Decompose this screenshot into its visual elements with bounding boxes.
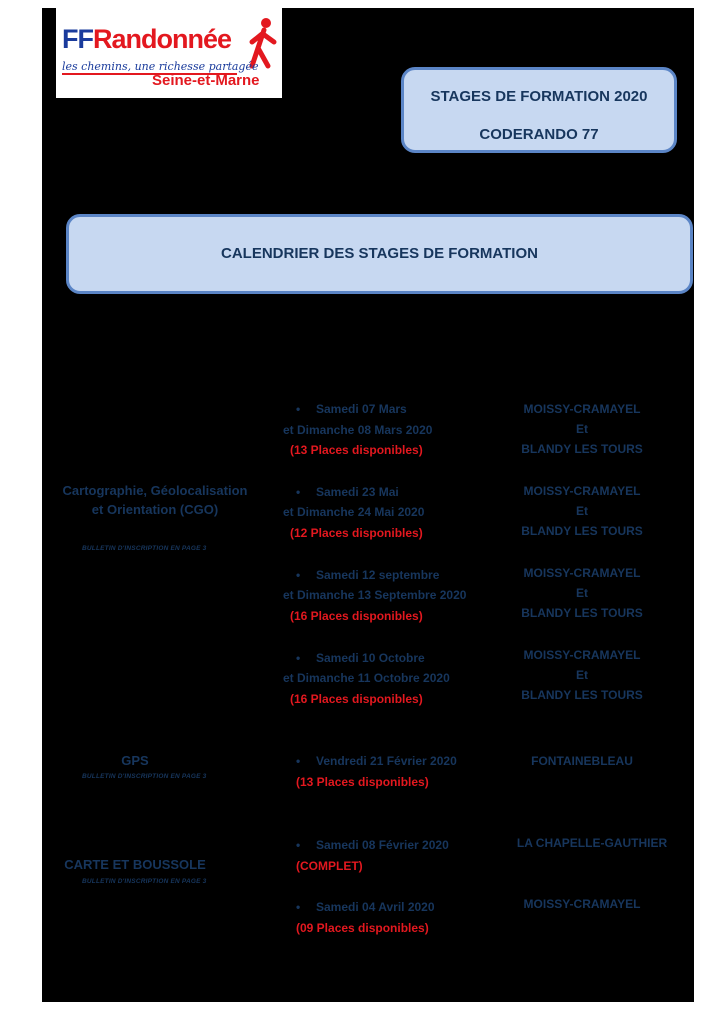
session-date-line2: et Dimanche 13 Septembre 2020 (283, 588, 467, 602)
calendar-title: CALENDRIER DES STAGES DE FORMATION (221, 245, 538, 262)
bulletin-note-cgo: BULLETIN D'INSCRIPTION EN PAGE 3 (82, 545, 207, 552)
logo-slogan: les chemins, une richesse partagée (62, 60, 259, 73)
bullet-icon: • (296, 900, 301, 914)
session-date-line1: Samedi 23 Mai (316, 485, 399, 499)
location-line3: BLANDY LES TOURS (521, 524, 643, 538)
session-date (296, 568, 439, 582)
session-location (502, 648, 662, 702)
header-box (401, 67, 677, 153)
header-subtitle: CODERANDO 77 (479, 126, 599, 143)
course-name-gps: GPS (121, 753, 149, 768)
session-date-line2: et Dimanche 08 Mars 2020 (283, 423, 433, 437)
session-date-line1: Vendredi 21 Février 2020 (316, 754, 457, 768)
logo-region: Seine-et-Marne (152, 72, 260, 89)
logo-brand-ff: FF (62, 24, 93, 54)
session-location (502, 484, 662, 538)
session-location: FONTAINEBLEAU (531, 754, 633, 768)
session-date-line1: Samedi 08 Février 2020 (316, 838, 449, 852)
bullet-icon: • (296, 651, 301, 665)
session-date-line1: Samedi 07 Mars (316, 402, 407, 416)
session-location: MOISSY-CRAMAYEL (523, 897, 641, 911)
session-places: (13 Places disponibles) (296, 775, 429, 789)
session-date-line1: Samedi 12 septembre (316, 568, 440, 582)
session-date-line2: et Dimanche 11 Octobre 2020 (283, 671, 450, 685)
location-line3: BLANDY LES TOURS (521, 606, 643, 620)
session-location (502, 402, 662, 456)
course-name-cgo (62, 483, 248, 517)
bullet-icon: • (296, 568, 301, 582)
session-date-line2: et Dimanche 24 Mai 2020 (283, 505, 425, 519)
session-date (296, 402, 407, 416)
logo-brand (62, 24, 231, 55)
calendar-title-box (66, 214, 693, 294)
session-date (296, 754, 457, 768)
bulletin-note-gps: BULLETIN D'INSCRIPTION EN PAGE 3 (82, 773, 207, 780)
bullet-icon: • (296, 402, 301, 416)
session-places: (16 Places disponibles) (290, 692, 423, 706)
location-line2: Et (576, 668, 588, 682)
logo-brand-rando: Randonnée (93, 24, 232, 54)
location-line2: Et (576, 422, 588, 436)
header-title: STAGES DE FORMATION 2020 (430, 88, 648, 105)
session-location (502, 566, 662, 620)
session-location: LA CHAPELLE-GAUTHIER (516, 836, 668, 850)
session-date (296, 485, 399, 499)
course-name-cgo-line1: Cartographie, Géolocalisation (62, 483, 248, 498)
bulletin-note-carte: BULLETIN D'INSCRIPTION EN PAGE 3 (82, 878, 207, 885)
session-places: (16 Places disponibles) (290, 609, 423, 623)
session-date-line1: Samedi 04 Avril 2020 (316, 900, 435, 914)
location-line2: Et (576, 586, 588, 600)
session-date-line1: Samedi 10 Octobre (316, 651, 425, 665)
bullet-icon: • (296, 754, 301, 768)
bullet-icon: • (296, 838, 301, 852)
session-date (296, 651, 425, 665)
course-name-carte: CARTE ET BOUSSOLE (64, 857, 206, 872)
session-places: (09 Places disponibles) (296, 921, 429, 935)
location-line3: BLANDY LES TOURS (521, 688, 643, 702)
session-date (296, 900, 435, 914)
location-line1: MOISSY-CRAMAYEL (523, 484, 641, 498)
location-line2: Et (576, 504, 588, 518)
location-line1: MOISSY-CRAMAYEL (523, 648, 641, 662)
session-places: (COMPLET) (296, 859, 363, 873)
location-line1: MOISSY-CRAMAYEL (523, 566, 641, 580)
session-places: (13 Places disponibles) (290, 443, 423, 457)
ffrandonnee-logo (56, 8, 282, 98)
location-line3: BLANDY LES TOURS (521, 442, 643, 456)
location-line1: MOISSY-CRAMAYEL (523, 402, 641, 416)
bullet-icon: • (296, 485, 301, 499)
course-name-cgo-line2: et Orientation (CGO) (91, 502, 219, 517)
session-places: (12 Places disponibles) (290, 526, 423, 540)
session-date (296, 838, 449, 852)
